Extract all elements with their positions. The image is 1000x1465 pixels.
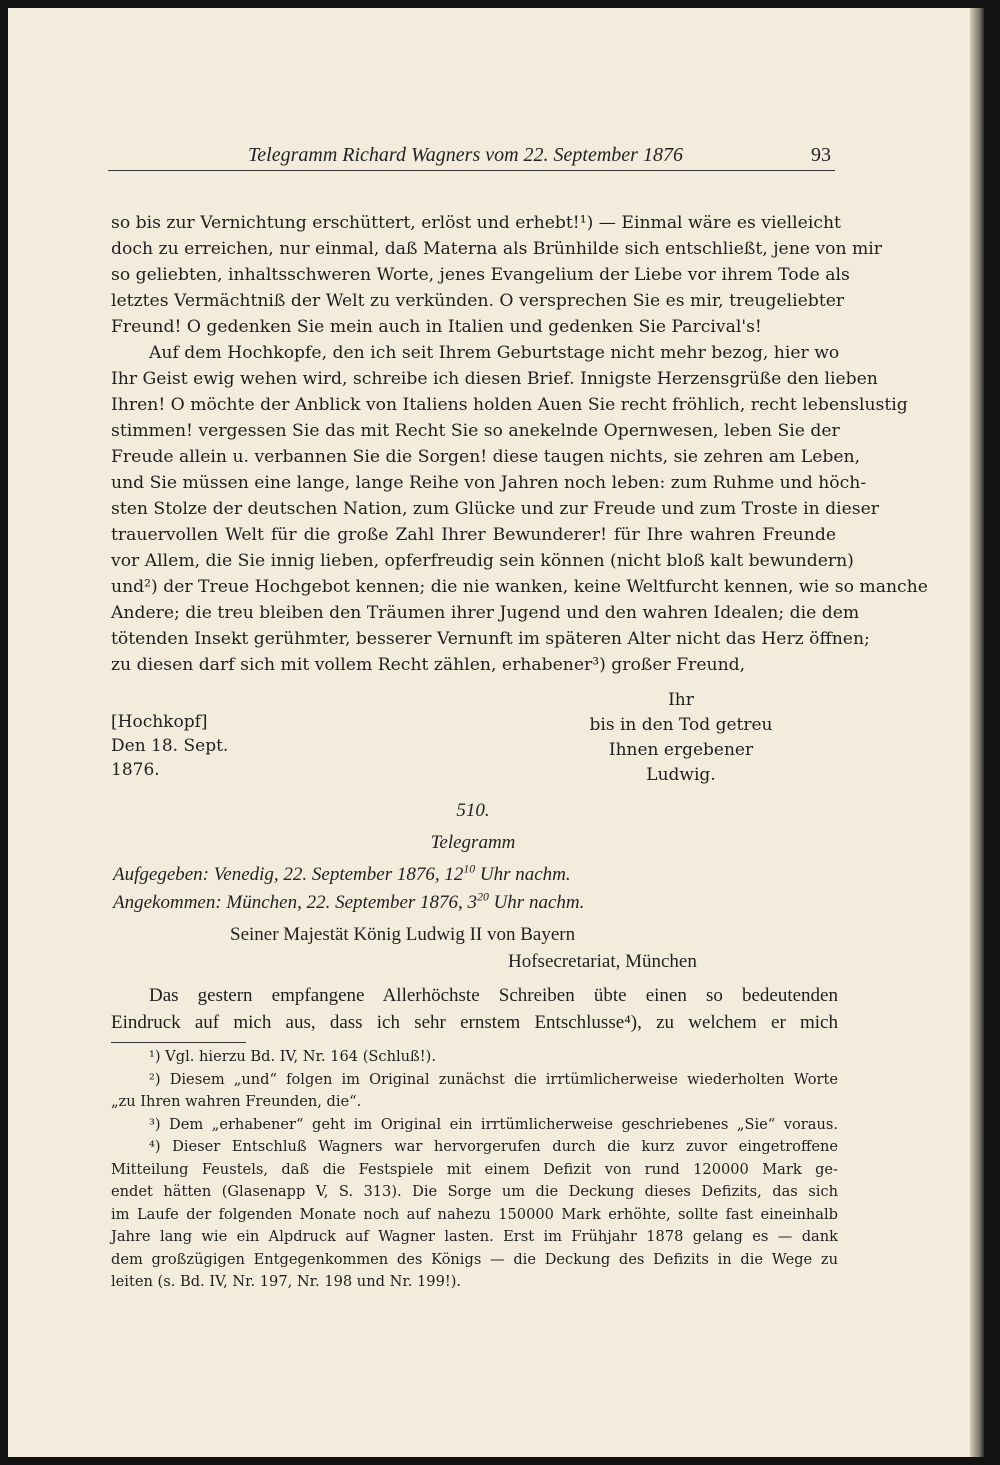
sent-minutes: 10 xyxy=(463,862,476,876)
footnote-line: ²) Diesem „und“ folgen im Original zunächst die irrtümlicherweise wiederholten Worte xyxy=(149,1070,838,1088)
letter-line: trauervollen Welt für die große Zahl Ihrer Bewunderer! für Ihre wahren Freunde xyxy=(111,525,836,545)
sent-info xyxy=(113,864,571,886)
signature-block xyxy=(581,688,781,788)
footnote-line: dem großzügigen Entgegenkommen des Königs — die Deckung des Defizits in die Wege zu xyxy=(111,1250,838,1268)
received-info xyxy=(113,892,584,914)
letter-line: Freude allein u. verbannen Sie die Sorgen! diese taugen nichts, sie zehren am Leben, xyxy=(111,447,861,467)
footnote-line: Jahre lang wie ein Alpdruck auf Wagner lasten. Erst im Frühjahr 1878 gelang es — dank xyxy=(111,1228,838,1245)
signature-name: Ludwig. xyxy=(646,765,716,785)
letter-line: letztes Vermächtniß der Welt zu verkünden. O versprechen Sie es mir, treugeliebter xyxy=(111,291,845,311)
footnote-line: ³) Dem „erhabener“ geht im Original ein irrtümlicherweise geschriebenes „Sie“ voraus. xyxy=(149,1115,838,1133)
received-text: Angekommen: München, 22. September 1876, 3 xyxy=(113,892,478,913)
letter-line: und²) der Treue Hochgebot kennen; die nie wanken, keine Weltfurcht kennen, wie so manche xyxy=(111,577,928,597)
letter-line: Ihren! O möchte der Anblick von Italiens holden Auen Sie recht fröhlich, recht lebenslustig xyxy=(111,395,908,415)
letter-line: so geliebten, inhaltsschweren Worte, jenes Evangelium der Liebe vor ihrem Tode als xyxy=(111,265,850,285)
received-minutes: 20 xyxy=(477,890,489,904)
date: Den 18. Sept. xyxy=(111,736,229,756)
sent-tail: Uhr nachm. xyxy=(475,864,571,885)
letter-line: Freund! O gedenken Sie mein auch in Italien und gedenken Sie Parcival's! xyxy=(111,317,762,337)
telegram-body xyxy=(111,982,838,1036)
header-title: Telegramm Richard Wagners vom 22. September 1876 xyxy=(248,144,683,166)
address-line-2: Hofsecretariat, München xyxy=(508,951,697,972)
footnote-line: ¹) Vgl. hierzu Bd. IV, Nr. 164 (Schluß!). xyxy=(149,1048,436,1065)
sent-text: Aufgegeben: Venedig, 22. September 1876, 12 xyxy=(113,864,464,885)
place: [Hochkopf] xyxy=(111,712,208,732)
letter-line: Andere; die treu bleiben den Träumen ihrer Jugend und den wahren Idealen; die dem xyxy=(111,603,860,623)
signature-line: Ihnen ergebener xyxy=(608,740,754,760)
year: 1876. xyxy=(111,760,160,780)
letter-line: Ihr Geist ewig wehen wird, schreibe ich diesen Brief. Innigste Herzensgrüße den lieben xyxy=(111,369,878,389)
letter-line: stimmen! vergessen Sie das mit Recht Sie so anekelnde Opernwesen, leben Sie der xyxy=(111,421,840,441)
address-line-1: Seiner Majestät König Ludwig II von Bayern xyxy=(230,924,576,945)
footnotes xyxy=(111,1046,838,1294)
letter-line: so bis zur Vernichtung erschüttert, erlöst und erhebt!¹) — Einmal wäre es vielleicht xyxy=(111,213,841,233)
letter-line: zu diesen darf sich mit vollem Recht zählen, erhabener³) großer Freund, xyxy=(111,655,746,675)
document-number: 510. xyxy=(456,800,490,821)
letter-line: sten Stolze der deutschen Nation, zum Glücke und zur Freude und zum Troste in dieser xyxy=(111,499,879,519)
footnote-line: im Laufe der folgenden Monate noch auf nahezu 150000 Mark erhöhte, sollte fast eineinhalb xyxy=(111,1205,838,1223)
book-page xyxy=(8,8,970,1457)
received-tail: Uhr nachm. xyxy=(488,892,585,913)
page-number: 93 xyxy=(811,144,831,166)
footnote-line: Mitteilung Feustels, daß die Festspiele mit einem Defizit von rund 120000 Mark ge- xyxy=(111,1160,838,1178)
letter-line: tötenden Insekt gerühmter, besserer Vernunft im späteren Alter nicht das Herz öffnen; xyxy=(111,629,870,649)
page-edge-shadow xyxy=(970,8,984,1457)
letter-line: doch zu erreichen, nur einmal, daß Materna als Brünhilde sich entschließt, jene von mir xyxy=(111,239,883,259)
footnote-line: endet hätten (Glasenapp V, S. 313). Die Sorge um die Deckung dieses Defizits, das sich xyxy=(111,1183,838,1200)
footnote-line: ⁴) Dieser Entschluß Wagners war hervorgerufen durch die kurz zuvor eingetroffene xyxy=(149,1138,838,1155)
signature-line: bis in den Tod getreu xyxy=(589,715,773,735)
letter-closing xyxy=(111,688,836,798)
footnote-rule xyxy=(111,1042,246,1043)
footnote-line: „zu Ihren wahren Freunden, die“. xyxy=(111,1093,362,1110)
place-date-block xyxy=(111,710,228,782)
letter-body xyxy=(111,210,928,678)
letter-line: und Sie müssen eine lange, lange Reihe von Jahren noch leben: zum Ruhme und höch- xyxy=(111,473,867,493)
letter-line: Auf dem Hochkopfe, den ich seit Ihrem Geburtstage nicht mehr bezog, hier wo xyxy=(149,343,840,363)
telegram-line: Das gestern empfangene Allerhöchste Schreiben übte einen so bedeutenden xyxy=(149,985,838,1006)
running-header xyxy=(108,142,835,171)
telegram-line: Eindruck auf mich aus, dass ich sehr ernstem Entschlusse⁴), zu welchem er mich xyxy=(111,1012,838,1033)
document-type: Telegramm xyxy=(430,832,516,853)
signature-line: Ihr xyxy=(668,690,694,710)
footnote-line: leiten (s. Bd. IV, Nr. 197, Nr. 198 und Nr. 199!). xyxy=(111,1273,462,1290)
letter-line: vor Allem, die Sie innig lieben, opferfreudig sein können (nicht bloß kalt bewundern) xyxy=(111,551,854,571)
